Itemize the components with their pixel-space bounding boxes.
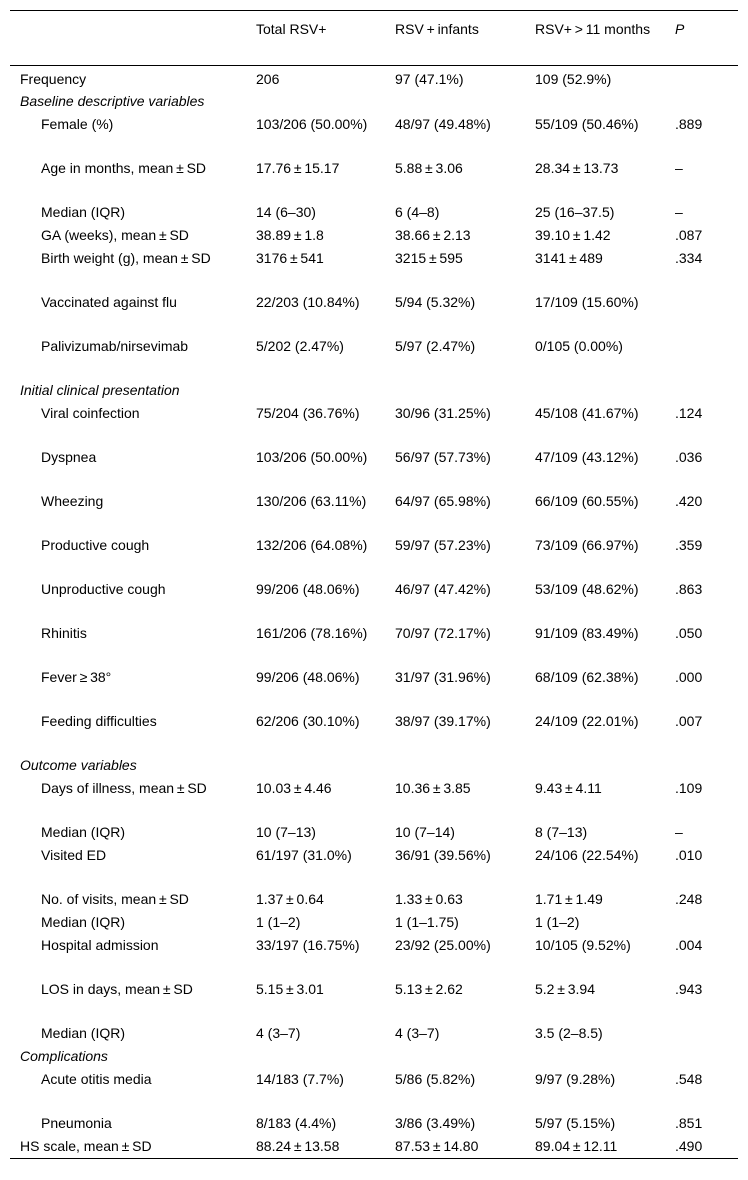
cell-p-value: .943 <box>675 981 703 997</box>
row-label: HS scale, mean ± SD <box>10 1135 246 1158</box>
cell-total: 130/206 (63.11%) <box>256 493 367 509</box>
cell-older: 1.71 ± 1.49 <box>535 891 603 907</box>
cell-p-value <box>665 335 738 379</box>
cell-p-value: .000 <box>675 669 703 685</box>
table-row <box>10 622 738 666</box>
table-row <box>10 777 738 821</box>
cell-older: 3141 ± 489 <box>535 250 603 266</box>
row-label: Age in months, mean ± SD <box>41 160 207 176</box>
row-label: Frequency <box>20 71 87 87</box>
row-label: GA (weeks), mean ± SD <box>41 227 189 243</box>
cell-total: 10.03 ± 4.46 <box>256 780 332 796</box>
row-label: Female (%) <box>41 116 114 132</box>
cell-infants: 23/92 (25.00%) <box>395 937 491 953</box>
row-label: Feeding difficulties <box>41 713 157 729</box>
cell-total: 10 (7–13) <box>256 824 316 840</box>
header-cell-variable <box>10 11 246 66</box>
table-row <box>10 844 738 888</box>
cell-older: 73/109 (66.97%) <box>535 537 639 553</box>
row-label: Viral coinfection <box>41 405 140 421</box>
row-label: Pneumonia <box>41 1115 112 1131</box>
table-row <box>10 1022 738 1045</box>
cell-older: 17/109 (15.60%) <box>535 294 639 310</box>
cell-p-value: .889 <box>675 116 703 132</box>
cell-infants: 1.33 ± 0.63 <box>395 891 463 907</box>
cell-total: 161/206 (78.16%) <box>256 625 368 641</box>
row-label: Palivizumab/nirsevimab <box>41 338 189 354</box>
cell-p-value: .863 <box>675 581 703 597</box>
table-row <box>10 888 738 911</box>
cell-p-value: .010 <box>675 847 703 863</box>
cell-total: 206 <box>256 71 280 87</box>
cell-older: 39.10 ± 1.42 <box>535 227 611 243</box>
cell-older: 45/108 (41.67%) <box>535 405 639 421</box>
cell-infants: 3/86 (3.49%) <box>395 1115 476 1131</box>
cell-p-value: .248 <box>675 891 703 907</box>
cell-infants: 5/86 (5.82%) <box>395 1071 476 1087</box>
row-label: Median (IQR) <box>41 914 126 930</box>
cell-older: 25 (16–37.5) <box>535 204 615 220</box>
cell-total: 75/204 (36.76%) <box>256 405 360 421</box>
cell-p-value: .004 <box>675 937 703 953</box>
cell-older: 47/109 (43.12%) <box>535 449 639 465</box>
cell-p-value: .420 <box>675 493 703 509</box>
cell-total: 17.76 ± 15.17 <box>256 160 340 176</box>
cell-infants: 5.88 ± 3.06 <box>395 160 463 176</box>
table-row <box>10 113 738 157</box>
table-row <box>10 1112 738 1135</box>
cell-infants: 10.36 ± 3.85 <box>395 780 471 796</box>
results-table <box>10 10 738 1159</box>
table-row <box>10 978 738 1022</box>
table-row <box>10 66 738 91</box>
cell-total: 1 (1–2) <box>256 914 301 930</box>
cell-older: 53/109 (48.62%) <box>535 581 639 597</box>
cell-p-value: .050 <box>675 625 703 641</box>
header-cell-older: RSV+ > 11 months <box>525 11 665 66</box>
section-heading: Baseline descriptive variables <box>20 93 205 109</box>
cell-infants: 1 (1–1.75) <box>395 914 459 930</box>
cell-total: 8/183 (4.4%) <box>256 1115 337 1131</box>
cell-total: 103/206 (50.00%) <box>256 116 368 132</box>
cell-infants: 97 (47.1%) <box>395 71 464 87</box>
cell-infants: 5/94 (5.32%) <box>395 294 476 310</box>
row-label: LOS in days, mean ± SD <box>41 981 193 997</box>
cell-p-value: .548 <box>675 1071 703 1087</box>
cell-older: 5/97 (5.15%) <box>535 1115 616 1131</box>
cell-p-value: .490 <box>665 1135 738 1158</box>
cell-older: 9.43 ± 4.11 <box>535 780 602 796</box>
table-row <box>10 402 738 446</box>
cell-total: 5.15 ± 3.01 <box>256 981 324 997</box>
row-label: Median (IQR) <box>41 824 126 840</box>
table-row <box>10 710 738 754</box>
cell-p-value: .087 <box>675 227 703 243</box>
cell-infants: 38/97 (39.17%) <box>395 713 491 729</box>
section-heading: Initial clinical presentation <box>20 382 180 398</box>
table-row <box>10 224 738 247</box>
cell-older: 24/109 (22.01%) <box>535 713 639 729</box>
table-row <box>10 201 738 224</box>
cell-older: 3.5 (2–8.5) <box>535 1025 603 1041</box>
cell-infants: 3215 ± 595 <box>395 250 463 266</box>
cell-older: 8 (7–13) <box>535 824 588 840</box>
row-label: Fever ≥ 38° <box>41 669 112 685</box>
cell-total: 4 (3–7) <box>256 1025 301 1041</box>
cell-total: 33/197 (16.75%) <box>256 937 360 953</box>
cell-older: 68/109 (62.38%) <box>535 669 639 685</box>
cell-older: 10/105 (9.52%) <box>535 937 631 953</box>
table-row <box>10 666 738 710</box>
row-label: Rhinitis <box>41 625 87 641</box>
cell-older: 89.04 ± 12.11 <box>525 1135 665 1158</box>
table-row <box>10 157 738 201</box>
cell-older: 66/109 (60.55%) <box>535 493 639 509</box>
cell-total: 61/197 (31.0%) <box>256 847 352 863</box>
table-row <box>10 911 738 934</box>
row-label: No. of visits, mean ± SD <box>41 891 189 907</box>
cell-older: 5.2 ± 3.94 <box>535 981 595 997</box>
cell-infants: 5.13 ± 2.62 <box>395 981 463 997</box>
cell-p-value: .036 <box>675 449 703 465</box>
cell-total: 3176 ± 541 <box>256 250 324 266</box>
cell-infants: 64/97 (65.98%) <box>395 493 491 509</box>
cell-p-value <box>665 66 738 91</box>
cell-older: 0/105 (0.00%) <box>535 338 623 354</box>
table-row <box>10 578 738 622</box>
section-row <box>10 754 738 777</box>
cell-infants: 6 (4–8) <box>395 204 440 220</box>
row-label: Visited ED <box>41 847 107 863</box>
cell-total: 99/206 (48.06%) <box>256 669 360 685</box>
cell-p-value <box>665 911 738 934</box>
table-row <box>10 335 738 379</box>
cell-older: 24/106 (22.54%) <box>535 847 639 863</box>
row-label: Productive cough <box>41 537 150 553</box>
cell-total: 103/206 (50.00%) <box>256 449 368 465</box>
cell-p-value: .359 <box>675 537 703 553</box>
cell-p-value: – <box>675 824 683 840</box>
section-row <box>10 379 738 402</box>
table-row <box>10 291 738 335</box>
cell-total: 14/183 (7.7%) <box>256 1071 344 1087</box>
table-row <box>10 534 738 578</box>
cell-infants: 31/97 (31.96%) <box>395 669 491 685</box>
row-label: Median (IQR) <box>41 1025 126 1041</box>
cell-total: 88.24 ± 13.58 <box>246 1135 385 1158</box>
cell-p-value: .124 <box>675 405 703 421</box>
table-header <box>10 11 738 66</box>
cell-infants: 10 (7–14) <box>395 824 455 840</box>
table-row <box>10 446 738 490</box>
header-row <box>10 11 738 66</box>
cell-total: 132/206 (64.08%) <box>256 537 368 553</box>
cell-infants: 30/96 (31.25%) <box>395 405 491 421</box>
cell-p-value: .334 <box>675 250 703 266</box>
cell-older: 28.34 ± 13.73 <box>535 160 619 176</box>
header-cell-total: Total RSV+ <box>246 11 385 66</box>
cell-infants: 59/97 (57.23%) <box>395 537 491 553</box>
cell-p-value: – <box>675 204 683 220</box>
section-row <box>10 90 738 113</box>
table-row <box>10 821 738 844</box>
cell-infants: 48/97 (49.48%) <box>395 116 491 132</box>
cell-older: 109 (52.9%) <box>535 71 612 87</box>
table-row <box>10 1068 738 1112</box>
cell-total: 22/203 (10.84%) <box>256 294 360 310</box>
cell-total: 38.89 ± 1.8 <box>256 227 324 243</box>
cell-p-value: .851 <box>675 1115 703 1131</box>
cell-older: 9/97 (9.28%) <box>535 1071 616 1087</box>
cell-infants: 36/91 (39.56%) <box>395 847 491 863</box>
row-label: Vaccinated against flu <box>41 294 177 310</box>
table-row <box>10 247 738 291</box>
cell-infants: 70/97 (72.17%) <box>395 625 491 641</box>
row-label: Days of illness, mean ± SD <box>41 780 207 796</box>
table-row <box>10 934 738 978</box>
cell-infants: 38.66 ± 2.13 <box>395 227 471 243</box>
row-label: Median (IQR) <box>41 204 126 220</box>
cell-infants: 56/97 (57.73%) <box>395 449 491 465</box>
cell-infants: 46/97 (47.42%) <box>395 581 491 597</box>
cell-total: 99/206 (48.06%) <box>256 581 360 597</box>
row-label: Wheezing <box>41 493 104 509</box>
header-cell-infants: RSV + infants <box>385 11 525 66</box>
row-label: Acute otitis media <box>41 1071 152 1087</box>
cell-total: 62/206 (30.10%) <box>256 713 360 729</box>
header-cell-p-value: P <box>665 11 738 66</box>
row-label: Hospital admission <box>41 937 159 953</box>
row-label: Unproductive cough <box>41 581 166 597</box>
section-heading: Outcome variables <box>20 757 137 773</box>
section-heading: Complications <box>20 1048 108 1064</box>
cell-infants: 5/97 (2.47%) <box>395 338 476 354</box>
cell-older: 91/109 (83.49%) <box>535 625 639 641</box>
cell-p-value: .007 <box>675 713 703 729</box>
cell-total: 5/202 (2.47%) <box>256 338 344 354</box>
row-label: Birth weight (g), mean ± SD <box>41 250 211 266</box>
cell-infants: 87.53 ± 14.80 <box>385 1135 525 1158</box>
cell-older: 1 (1–2) <box>535 914 580 930</box>
cell-total: 14 (6–30) <box>256 204 316 220</box>
cell-total: 1.37 ± 0.64 <box>256 891 324 907</box>
table-row <box>10 1135 738 1158</box>
cell-p-value <box>665 291 738 335</box>
cell-infants: 4 (3–7) <box>395 1025 440 1041</box>
cell-p-value: .109 <box>675 780 703 796</box>
table-row <box>10 490 738 534</box>
table-body <box>10 66 738 1159</box>
section-row <box>10 1045 738 1068</box>
row-label: Dyspnea <box>41 449 97 465</box>
cell-p-value <box>665 1022 738 1045</box>
cell-older: 55/109 (50.46%) <box>535 116 639 132</box>
cell-p-value: – <box>675 160 683 176</box>
